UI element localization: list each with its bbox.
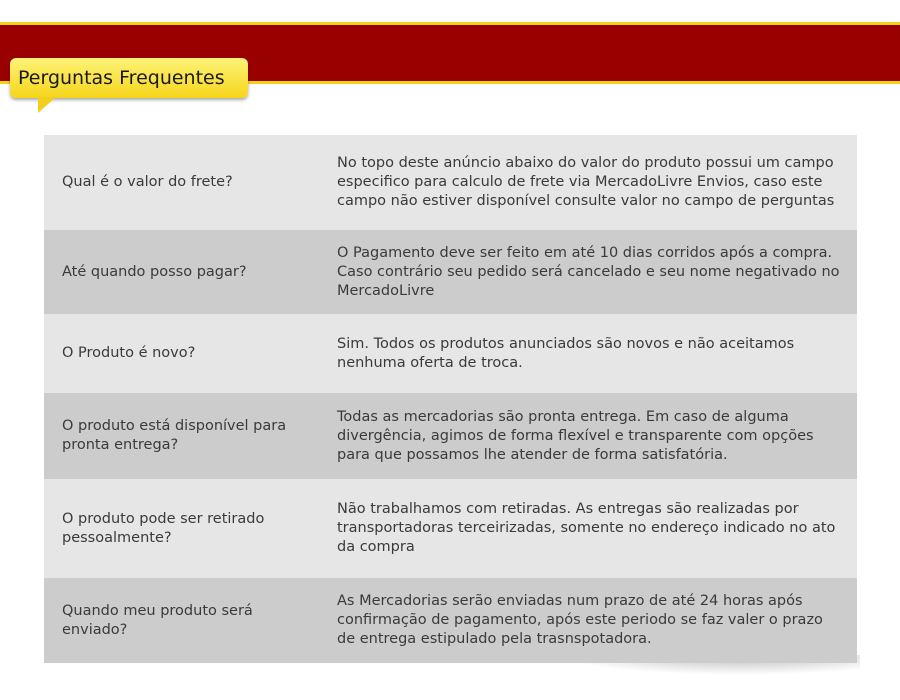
faq-question: Até quando posso pagar? bbox=[62, 263, 247, 280]
faq-row bbox=[44, 578, 857, 663]
page-title: Perguntas Frequentes bbox=[18, 67, 225, 89]
faq-question: Qual é o valor do frete? bbox=[62, 174, 233, 190]
faq-answer: No topo deste anúncio abaixo do valor do produto possui um campo especifico para calculo de frete via MercadoLivre Envios, caso este campo não estiver disponível consulte valor no campo de perguntas bbox=[337, 155, 835, 209]
faq-answer: Sim. Todos os produtos anunciados são novos e não aceitamos nenhuma oferta de troca. bbox=[337, 335, 795, 371]
section-title-tab bbox=[10, 58, 248, 98]
faq-table bbox=[44, 135, 857, 663]
faq-row bbox=[44, 393, 857, 479]
faq-question: O produto pode ser retirado pessoalmente? bbox=[62, 510, 265, 546]
faq-answer: As Mercadorias serão enviadas num prazo de até 24 horas após confirmação de pagamento, após este periodo se faz valer o prazo de entrega estipulado pela trasnspotadora. bbox=[337, 593, 823, 647]
faq-question: O Produto é novo? bbox=[62, 345, 196, 361]
faq-row bbox=[44, 314, 857, 393]
faq-row bbox=[44, 135, 857, 230]
faq-answer: Todas as mercadorias são pronta entrega. Em caso de alguma divergência, agimos de forma flexível e transparente com opções para que possamos lhe atender de forma satisfatória. bbox=[337, 408, 814, 463]
faq-row bbox=[44, 479, 857, 578]
faq-row bbox=[44, 230, 857, 314]
faq-answer: O Pagamento deve ser feito em até 10 dias corridos após a compra. Caso contrário seu pedido será cancelado e seu nome negativado no MercadoLivre bbox=[337, 244, 840, 299]
faq-answer: Não trabalhamos com retiradas. As entregas são realizadas por transportadoras terceirizadas, somente no endereço indicado no ato da compra bbox=[337, 501, 836, 555]
faq-question: O produto está disponível para pronta entrega? bbox=[62, 418, 287, 453]
title-tab-pointer bbox=[38, 97, 56, 113]
faq-question: Quando meu produto será enviado? bbox=[62, 602, 253, 638]
